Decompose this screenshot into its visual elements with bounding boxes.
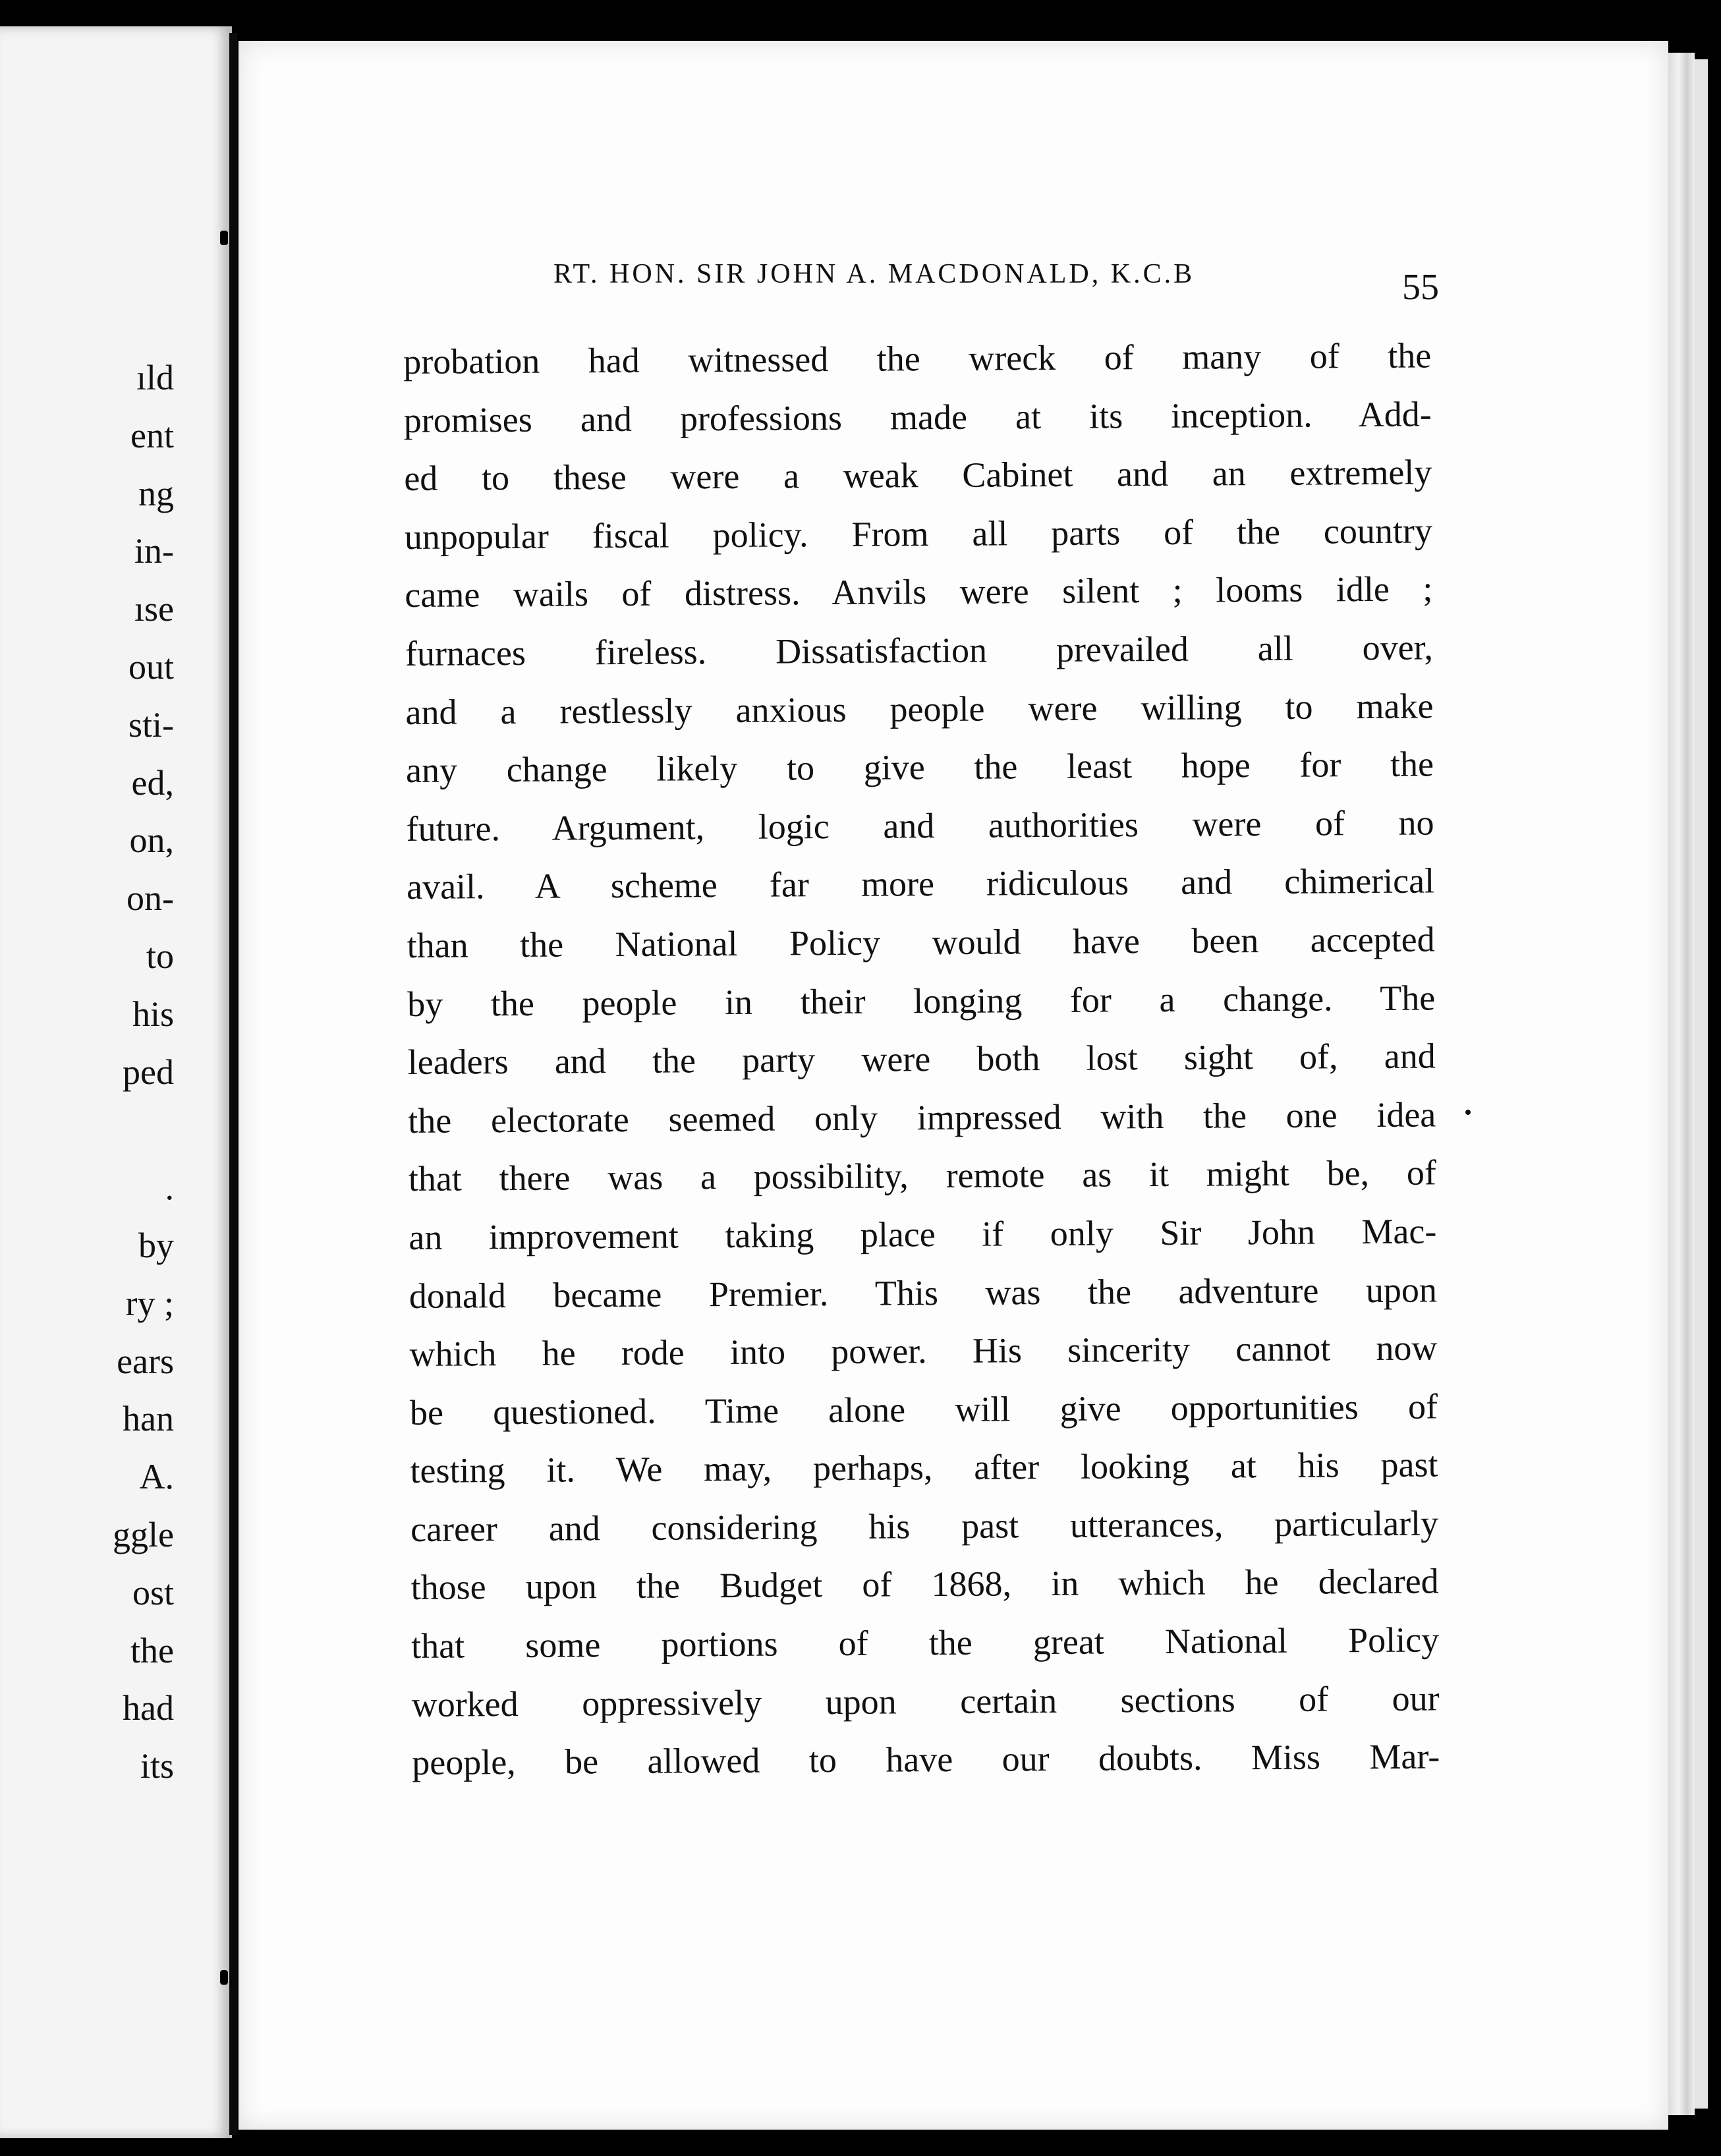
previous-page-line-fragment: in- <box>134 531 174 571</box>
text-line: unpopular fiscal policy. From all parts of the country <box>404 511 1433 557</box>
previous-page-line-endings <box>3 349 174 1796</box>
text-line: ed to these were a weak Cabinet and an extremely <box>404 452 1432 499</box>
text-line: promises and professions made at its inception. Add- <box>403 394 1432 440</box>
previous-page-line-fragment <box>3 1101 174 1159</box>
text-line: people, be allowed to have our doubts. Miss Mar- <box>412 1736 1440 1783</box>
previous-page-line-fragment: ears <box>117 1341 174 1381</box>
previous-page-line-fragment: out <box>128 646 174 687</box>
previous-page-line-fragment: ıse <box>134 589 174 629</box>
book-spine <box>229 33 237 2135</box>
page-edge <box>1668 53 1695 2115</box>
stray-mark <box>1465 1110 1471 1115</box>
page-edge <box>1695 59 1708 2109</box>
previous-page-line-fragment: on, <box>129 820 174 861</box>
text-line: came wails of distress. Anvils were silent ; looms idle ; <box>405 569 1433 615</box>
text-line: that some portions of the great National Policy <box>410 1620 1440 1666</box>
binding-mark <box>220 231 228 245</box>
text-line: an improvement taking place if only Sir John Mac- <box>409 1211 1437 1257</box>
previous-page-line-fragment: ng <box>138 473 174 513</box>
previous-page-line-fragment: on- <box>127 878 174 919</box>
text-line: and a restlessly anxious people were willing to make <box>405 686 1434 732</box>
text-line: future. Argument, logic and authorities were of no <box>406 803 1434 849</box>
previous-page-line-fragment: ry ; <box>125 1283 174 1323</box>
text-line: which he rode into power. His sincerity cannot now <box>409 1328 1438 1375</box>
previous-page-line-fragment: its <box>140 1746 174 1786</box>
previous-page-line-fragment: han <box>123 1399 174 1439</box>
previous-page-line-fragment: his <box>132 994 174 1034</box>
text-line: probation had witnessed the wreck of many of the <box>403 335 1432 382</box>
text-line: career and considering his past utterances, particularly <box>410 1503 1439 1549</box>
text-line: avail. A scheme far more ridiculous and chimerical <box>406 861 1435 907</box>
text-line: those upon the Budget of 1868, in which he declared <box>410 1561 1439 1608</box>
running-head: RT. HON. SIR JOHN A. MACDONALD, K.C.B <box>553 259 1195 289</box>
previous-page-line-fragment: by <box>138 1225 174 1265</box>
previous-page-line-fragment: ent <box>130 415 174 455</box>
text-line: the electorate seemed only impressed with the one idea <box>408 1094 1436 1141</box>
page-number: 55 <box>1402 267 1439 308</box>
previous-page-line-fragment: ggle <box>113 1514 174 1554</box>
previous-page-line-fragment: ost <box>132 1572 174 1612</box>
text-line: furnaces fireless. Dissatisfaction prevailed all over, <box>405 627 1434 673</box>
previous-page-line-fragment: ped <box>123 1052 174 1092</box>
text-line: by the people in their longing for a change. The <box>407 977 1436 1024</box>
text-line: that there was a possibility, remote as it might be, of <box>408 1152 1436 1199</box>
text-line: be questioned. Time alone will give opportunities of <box>409 1386 1438 1433</box>
previous-page-line-fragment: ed, <box>131 762 174 803</box>
previous-page-line-fragment: ıld <box>136 358 174 397</box>
previous-page-line-fragment: had <box>123 1688 174 1728</box>
text-line: testing it. We may, perhaps, after looking at his past <box>410 1444 1438 1491</box>
text-line: any change likely to give the least hope for the <box>405 744 1434 791</box>
previous-page <box>0 26 232 2138</box>
binding-mark <box>220 1970 228 1985</box>
previous-page-line-fragment: sti- <box>128 704 174 745</box>
text-line: than the National Policy would have been accepted <box>407 919 1435 965</box>
text-line: worked oppressively upon certain sections of our <box>411 1678 1440 1724</box>
previous-page-line-fragment: . <box>165 1168 174 1208</box>
text-line: donald became Premier. This was the adventure upon <box>409 1269 1438 1316</box>
previous-page-line-fragment: to <box>146 936 174 976</box>
previous-page-line-fragment: A. <box>139 1457 174 1497</box>
body-text <box>403 326 1440 1792</box>
previous-page-line-fragment: the <box>130 1630 174 1670</box>
text-line: leaders and the party were both lost sight of, and <box>407 1036 1436 1083</box>
